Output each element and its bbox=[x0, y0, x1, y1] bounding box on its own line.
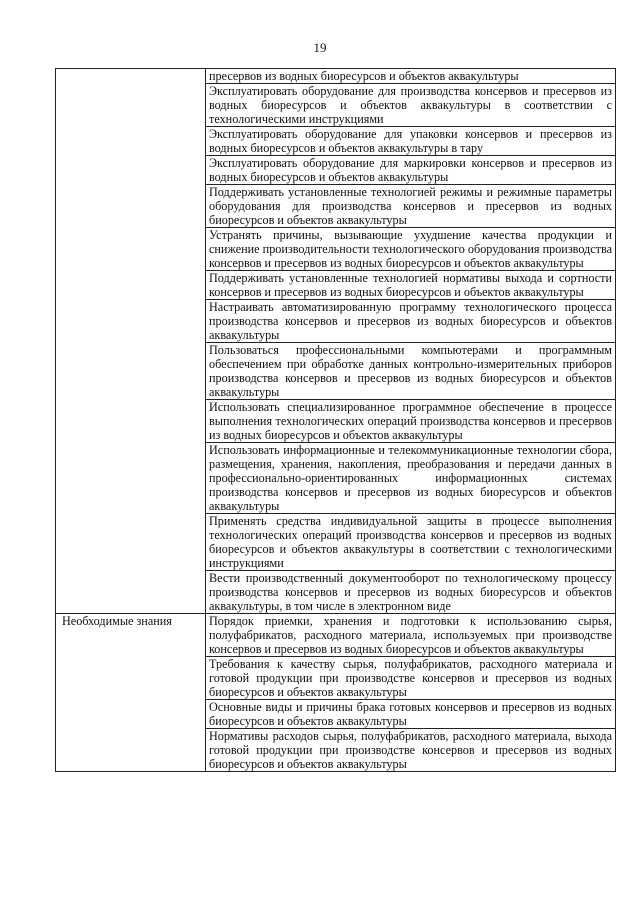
knowledge-row-text: Нормативы расходов сырья, полуфабрикатов, расходного материала, выхода готовой продукции при производстве консервов и пресервов из водных биоресурсов и объектов аквакультуры bbox=[206, 729, 616, 772]
skill-row-text: Устранять причины, вызывающие ухудшение качества продукции и снижение производительности технологического оборудования производства консервов и пресервов из водных биоресурсов и объектов аквакультуры bbox=[206, 228, 616, 271]
requirements-table bbox=[55, 68, 616, 772]
skill-row-text: Использовать информационные и телекоммуникационные технологии сбора, размещения, хранения, накопления, преобразования и передачи данных в профессионально-ориентированных информационных системах производства консервов и пресервов из водных биоресурсов и объектов аквакультуры bbox=[206, 443, 616, 514]
knowledge-row-text: Порядок приемки, хранения и подготовки к использованию сырья, полуфабрикатов, расходного материала, используемых при производстве консервов и пресервов из водных биоресурсов и объектов аквакультуры bbox=[206, 614, 616, 657]
skill-row-text: Настраивать автоматизированную программу технологического процесса производства консервов и пресервов из водных биоресурсов и объектов аквакультуры bbox=[206, 300, 616, 343]
skill-row-text: Эксплуатировать оборудование для производства консервов и пресервов из водных биоресурсов и объектов аквакультуры в соответствии с технологическими инструкциями bbox=[206, 84, 616, 127]
skill-row-text: Поддерживать установленные технологией режимы и режимные параметры оборудования для производства консервов и пресервов из водных биоресурсов и объектов аквакультуры bbox=[206, 185, 616, 228]
skill-row-text: Вести производственный документооборот по технологическому процессу производства консервов и пресервов из водных биоресурсов и объектов аквакультуры, в том числе в электронном виде bbox=[206, 571, 616, 614]
knowledge-row-text: Требования к качеству сырья, полуфабрикатов, расходного материала и готовой продукции при производстве консервов и пресервов из водных биоресурсов и объектов аквакультуры bbox=[206, 657, 616, 700]
skill-row-text: пресервов из водных биоресурсов и объектов аквакультуры bbox=[206, 69, 616, 84]
skill-row-text: Эксплуатировать оборудование для маркировки консервов и пресервов из водных биоресурсов и объектов аквакультуры bbox=[206, 156, 616, 185]
skill-row-text: Поддерживать установленные технологией нормативы выхода и сортности консервов и пресервов из водных биоресурсов и объектов аквакультуры bbox=[206, 271, 616, 300]
skill-row-text: Пользоваться профессиональными компьютерами и программным обеспечением при обработке данных контрольно-измерительных приборов производства консервов и пресервов из водных биоресурсов и объектов аквакультуры bbox=[206, 343, 616, 400]
page-number: 19 bbox=[313, 40, 327, 55]
skill-row-text: Применять средства индивидуальной защиты в процессе выполнения технологических операций производства консервов и пресервов из водных биоресурсов и объектов аквакультуры в соответствии с технологическими инструкциями bbox=[206, 514, 616, 571]
table-row bbox=[56, 69, 616, 84]
skill-row-text: Использовать специализированное программное обеспечение в процессе выполнения технологических операций производства консервов и пресервов из водных биоресурсов и объектов аквакультуры bbox=[206, 400, 616, 443]
knowledge-label: Необходимые знания bbox=[56, 614, 206, 772]
skills-label-cell bbox=[56, 69, 206, 614]
knowledge-row-text: Основные виды и причины брака готовых консервов и пресервов из водных биоресурсов и объектов аквакультуры bbox=[206, 700, 616, 729]
skill-row-text: Эксплуатировать оборудование для упаковки консервов и пресервов из водных биоресурсов и объектов аквакультуры в тару bbox=[206, 127, 616, 156]
table-row bbox=[56, 614, 616, 657]
